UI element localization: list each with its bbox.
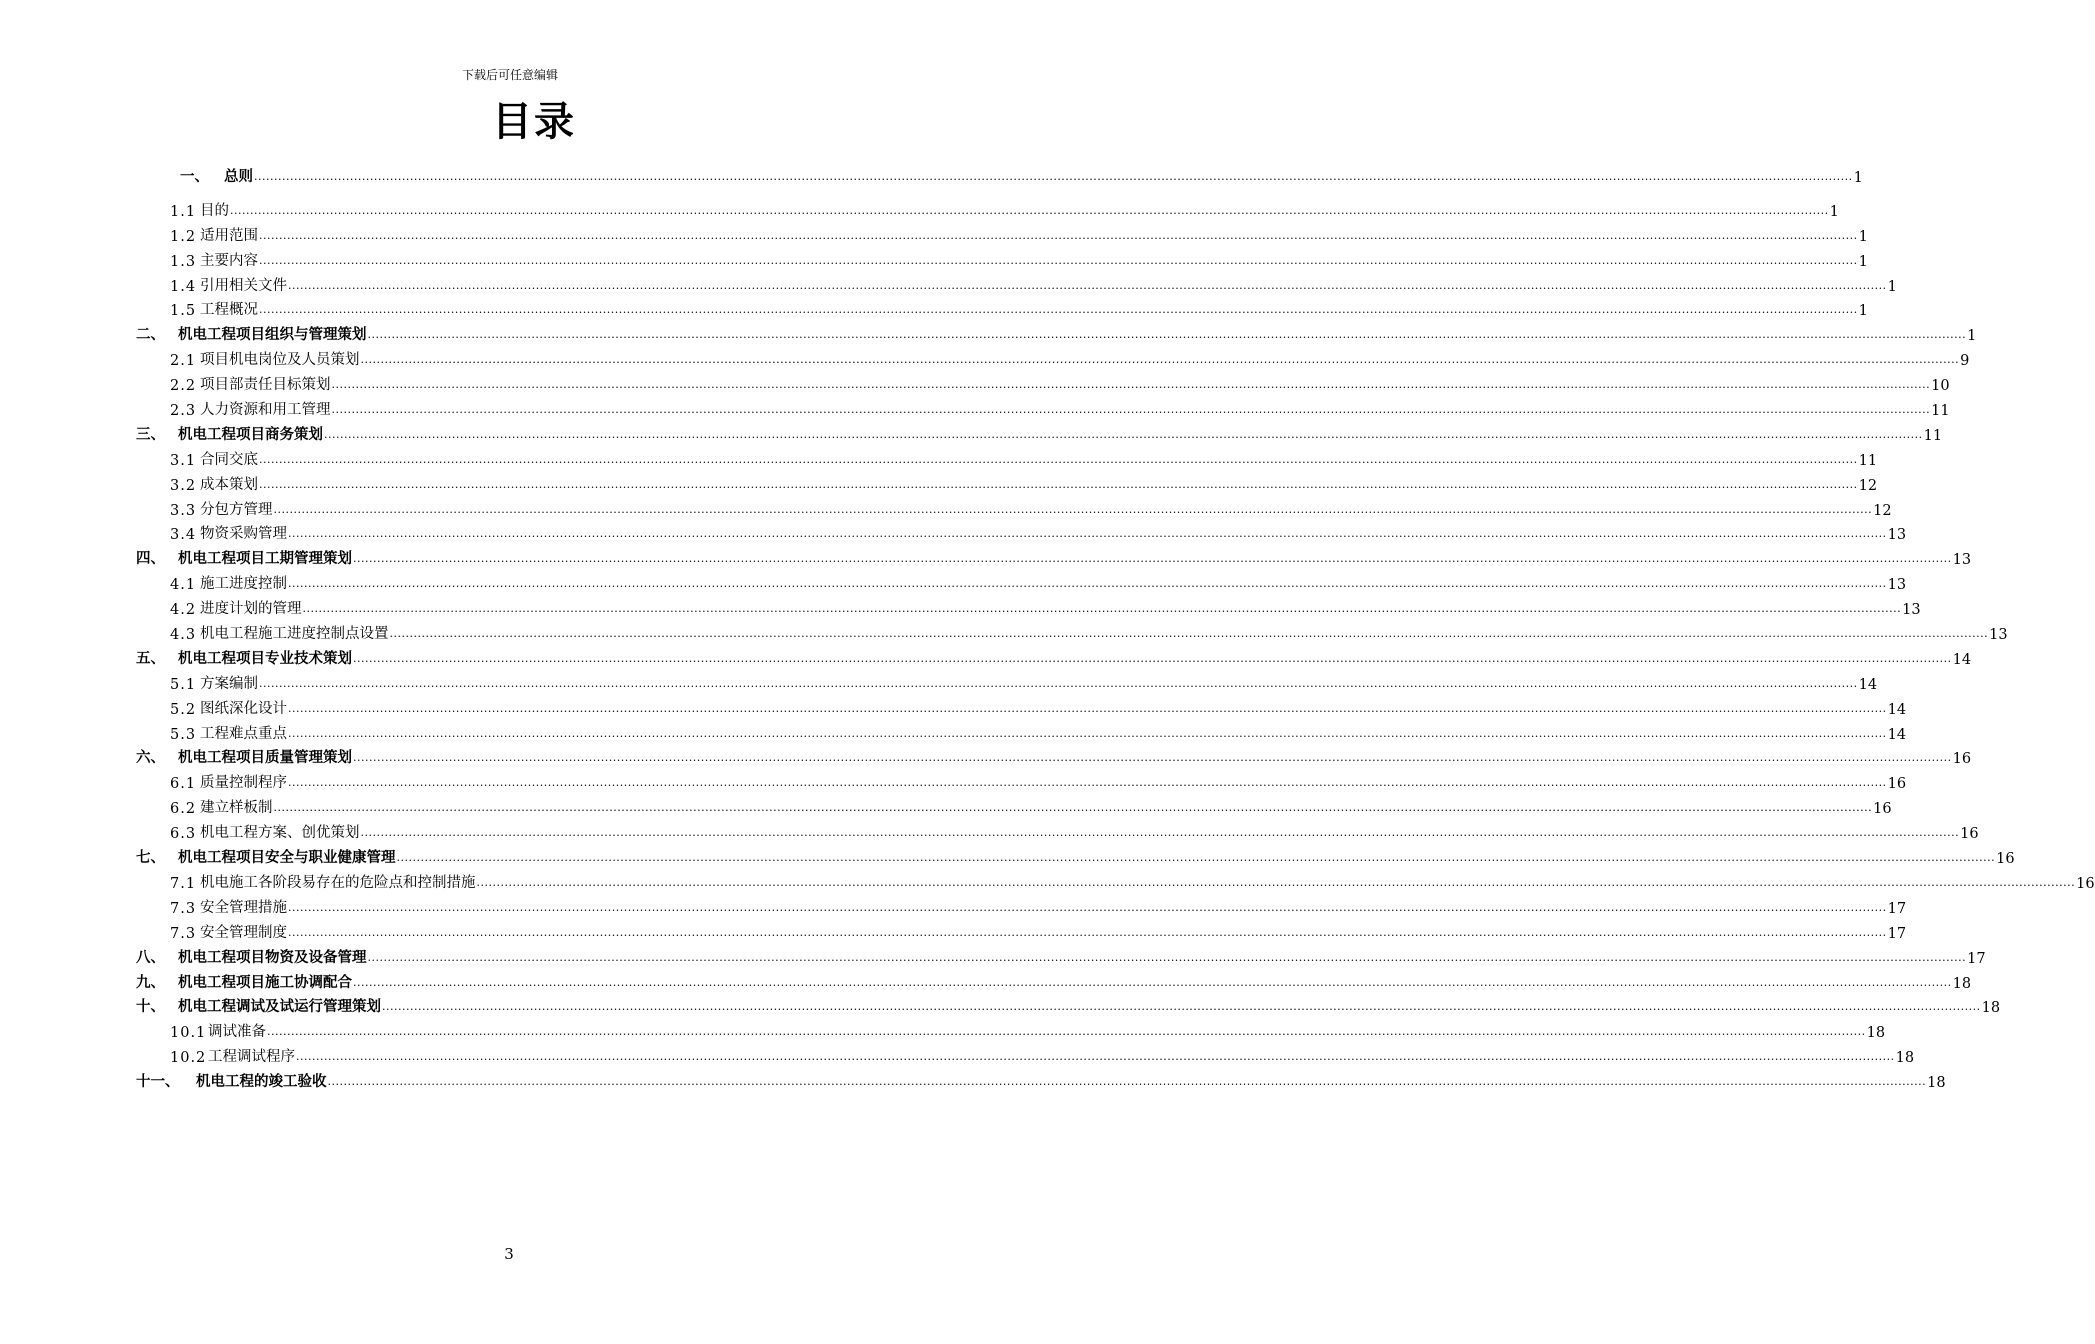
toc-dot-leader: ................................................................................................................................................................................................................................................................................................................................................................................................................ — [259, 452, 1858, 466]
toc-dot-leader: ................................................................................................................................................................................................................................................................................................................................................................................................................ — [259, 228, 1858, 242]
toc-entry[interactable] — [136, 743, 1972, 768]
toc-entry-page: 9 — [1960, 353, 1970, 370]
toc-entry-label: 机电工程项目施工协调配合 — [178, 973, 352, 991]
toc-entry-number: 5.1 — [170, 676, 197, 693]
toc-entry-number: 一、 — [180, 168, 209, 185]
toc-dot-leader: ................................................................................................................................................................................................................................................................................................................................................................................................................ — [273, 502, 1873, 516]
toc-entry-page: 17 — [1887, 900, 1907, 917]
toc-entry[interactable] — [136, 643, 1972, 668]
toc-entry[interactable] — [136, 220, 1868, 245]
toc-dot-leader: ................................................................................................................................................................................................................................................................................................................................................................................................................ — [476, 875, 2076, 889]
toc-entry-label: 引用相关文件 — [200, 277, 287, 294]
toc-entry-number: 4.2 — [170, 602, 197, 619]
toc-entry-label: 施工进度控制 — [200, 576, 287, 593]
toc-entry[interactable] — [136, 593, 1921, 619]
toc-entry-label: 机电工程项目商务策划 — [178, 425, 323, 443]
toc-entry[interactable] — [136, 419, 1943, 444]
toc-entry-number: 十、 — [136, 998, 165, 1016]
toc-entry-number: 1.1 — [170, 203, 197, 220]
toc-dot-leader: ................................................................................................................................................................................................................................................................................................................................................................................................................ — [288, 900, 1887, 914]
toc-entry-label: 主要内容 — [200, 252, 258, 269]
toc-entry-label: 工程调试程序 — [208, 1049, 295, 1066]
toc-entry-number: 七、 — [136, 849, 165, 867]
toc-entry-label: 成本策划 — [200, 476, 258, 493]
toc-entry-label: 项目机电岗位及人员策划 — [200, 352, 360, 369]
toc-entry-number: 3.2 — [170, 477, 197, 494]
toc-entry[interactable] — [136, 568, 1907, 594]
toc-entry-page: 14 — [1887, 726, 1907, 743]
toc-entry-page: 1 — [1967, 328, 1977, 345]
toc-entry-page: 13 — [1989, 627, 2008, 644]
toc-entry[interactable] — [136, 792, 1892, 818]
toc-entry-page: 1 — [1858, 253, 1868, 270]
toc-dot-leader: ................................................................................................................................................................................................................................................................................................................................................................................................................ — [288, 726, 1887, 740]
toc-entry[interactable] — [136, 344, 1970, 370]
toc-entry-label: 机电工程的竣工验收 — [196, 1073, 327, 1091]
toc-entry-number: 3.3 — [170, 502, 197, 519]
toc-entry-page: 18 — [1981, 1000, 2001, 1017]
toc-dot-leader: ................................................................................................................................................................................................................................................................................................................................................................................................................ — [324, 427, 1923, 441]
toc-entry-number: 1.3 — [170, 253, 197, 270]
toc-entry-label: 适用范围 — [200, 227, 258, 244]
toc-entry-number: 10.2 — [170, 1050, 207, 1067]
toc-dot-leader: ................................................................................................................................................................................................................................................................................................................................................................................................................ — [331, 403, 1931, 417]
toc-dot-leader: ................................................................................................................................................................................................................................................................................................................................................................................................................ — [254, 170, 1853, 183]
toc-dot-leader: ................................................................................................................................................................................................................................................................................................................................................................................................................ — [288, 527, 1887, 541]
toc-entry-page: 1 — [1887, 278, 1897, 295]
toc-entry[interactable] — [136, 195, 1839, 220]
toc-entry-label: 进度计划的管理 — [200, 601, 302, 618]
toc-entry[interactable] — [136, 394, 1950, 420]
toc-entry[interactable] — [136, 494, 1892, 519]
toc-dot-leader: ................................................................................................................................................................................................................................................................................................................................................................................................................ — [288, 278, 1887, 292]
toc-entry-page: 10 — [1931, 378, 1950, 395]
toc-entry-number: 九、 — [136, 973, 165, 991]
toc-dot-leader: ................................................................................................................................................................................................................................................................................................................................................................................................................ — [360, 353, 1960, 367]
toc-entry-number: 4.1 — [170, 577, 197, 594]
toc-dot-leader: ................................................................................................................................................................................................................................................................................................................................................................................................................ — [353, 975, 1952, 989]
toc-entry-page: 13 — [1887, 527, 1907, 544]
toc-entry-page: 11 — [1923, 427, 1943, 444]
toc-dot-leader: ................................................................................................................................................................................................................................................................................................................................................................................................................ — [230, 203, 1829, 217]
toc-entry[interactable] — [136, 369, 1950, 395]
toc-entry-page: 12 — [1858, 477, 1878, 494]
toc-entry[interactable] — [136, 867, 2095, 892]
toc-entry-page: 16 — [1952, 751, 1972, 768]
toc-entry-number: 六、 — [136, 749, 165, 767]
header-note: 下载后可任意编辑 — [461, 68, 558, 82]
toc-entry-label: 调试准备 — [208, 1024, 266, 1041]
table-of-contents — [136, 160, 2095, 1092]
toc-entry[interactable] — [136, 917, 1907, 942]
toc-dot-leader: ................................................................................................................................................................................................................................................................................................................................................................................................................ — [367, 950, 1967, 964]
toc-entry[interactable] — [136, 270, 1897, 295]
toc-entry-page: 1 — [1853, 170, 1863, 186]
toc-entry-page: 16 — [1960, 826, 1979, 843]
toc-entry-label: 物资采购管理 — [200, 526, 287, 543]
toc-dot-leader: ................................................................................................................................................................................................................................................................................................................................................................................................................ — [267, 1025, 1866, 1039]
toc-dot-leader: ................................................................................................................................................................................................................................................................................................................................................................................................................ — [288, 776, 1887, 790]
toc-entry-page: 16 — [1873, 801, 1892, 818]
toc-title: 目录 — [492, 98, 576, 145]
toc-entry-number: 7.3 — [170, 900, 197, 917]
toc-dot-leader: ................................................................................................................................................................................................................................................................................................................................................................................................................ — [288, 701, 1887, 715]
toc-entry-number: 3.1 — [170, 452, 197, 469]
toc-entry-number: 10.1 — [170, 1025, 207, 1042]
toc-entry[interactable] — [136, 842, 2015, 868]
toc-entry-label: 机电工程调试及试运行管理策划 — [178, 998, 381, 1016]
toc-entry[interactable] — [136, 543, 1972, 569]
toc-entry[interactable] — [136, 817, 1979, 843]
toc-dot-leader: ................................................................................................................................................................................................................................................................................................................................................................................................................ — [259, 253, 1858, 267]
toc-entry[interactable] — [136, 1041, 1915, 1067]
toc-entry-page: 18 — [1895, 1050, 1915, 1067]
toc-entry-label: 目的 — [200, 202, 229, 219]
toc-entry-label: 安全管理制度 — [200, 924, 287, 941]
toc-entry-page: 13 — [1902, 602, 1921, 619]
toc-entry-label: 人力资源和用工管理 — [200, 402, 331, 419]
toc-entry-label: 质量控制程序 — [200, 775, 287, 792]
toc-dot-leader: ................................................................................................................................................................................................................................................................................................................................................................................................................ — [327, 1075, 1927, 1089]
toc-entry-label: 图纸深化设计 — [200, 700, 287, 717]
toc-dot-leader: ................................................................................................................................................................................................................................................................................................................................................................................................................ — [360, 826, 1960, 840]
toc-entry-label: 工程难点重点 — [200, 725, 287, 742]
toc-entry-number: 十一、 — [136, 1073, 180, 1091]
toc-entry[interactable] — [136, 1016, 1886, 1042]
toc-dot-leader: ................................................................................................................................................................................................................................................................................................................................................................................................................ — [367, 328, 1967, 342]
toc-entry-number: 3.4 — [170, 527, 197, 544]
toc-entry-number: 6.3 — [170, 826, 197, 843]
toc-entry-page: 16 — [1996, 851, 2015, 868]
toc-entry[interactable] — [136, 444, 1878, 469]
toc-entry-label: 建立样板制 — [200, 800, 273, 817]
toc-dot-leader: ................................................................................................................................................................................................................................................................................................................................................................................................................ — [396, 851, 1996, 865]
toc-entry-page: 12 — [1873, 502, 1892, 519]
toc-entry-page: 11 — [1931, 403, 1950, 420]
toc-entry-label: 项目部责任目标策划 — [200, 377, 331, 394]
toc-entry-page: 16 — [1887, 776, 1907, 793]
toc-entry-label: 机电工程项目专业技术策划 — [178, 649, 352, 667]
toc-entry-number: 2.2 — [170, 378, 197, 395]
toc-entry[interactable] — [136, 693, 1907, 718]
toc-dot-leader: ................................................................................................................................................................................................................................................................................................................................................................................................................ — [353, 651, 1952, 665]
toc-entry-label: 安全管理措施 — [200, 899, 287, 916]
toc-entry-page: 18 — [1866, 1025, 1886, 1042]
toc-entry-number: 二、 — [136, 326, 165, 344]
toc-entry[interactable] — [136, 718, 1907, 743]
toc-dot-leader: ................................................................................................................................................................................................................................................................................................................................................................................................................ — [353, 552, 1952, 566]
toc-entry-page: 18 — [1952, 975, 1972, 992]
toc-entry-label: 工程概况 — [200, 302, 258, 319]
toc-entry[interactable] — [136, 668, 1878, 693]
toc-entry-page: 14 — [1952, 651, 1972, 668]
toc-entry-page: 13 — [1887, 577, 1907, 594]
toc-entry-page: 14 — [1887, 701, 1907, 718]
toc-entry-number: 7.1 — [170, 875, 197, 892]
toc-entry-number: 1.2 — [170, 228, 197, 245]
toc-entry-page: 1 — [1829, 203, 1839, 220]
toc-entry-label: 分包方管理 — [200, 501, 273, 518]
toc-entry[interactable] — [136, 469, 1878, 494]
toc-entry-label: 机电工程项目质量管理策划 — [178, 749, 352, 767]
toc-entry-page: 1 — [1858, 303, 1868, 320]
toc-entry-label: 机电工程项目安全与职业健康管理 — [178, 849, 396, 867]
toc-entry-page: 11 — [1858, 452, 1878, 469]
toc-entry[interactable] — [136, 942, 1986, 967]
toc-entry[interactable] — [136, 295, 1868, 320]
toc-dot-leader: ................................................................................................................................................................................................................................................................................................................................................................................................................ — [259, 477, 1858, 491]
toc-entry-number: 5.3 — [170, 726, 197, 743]
toc-entry-page: 13 — [1952, 552, 1972, 569]
toc-entry[interactable] — [136, 967, 1972, 992]
toc-dot-leader: ................................................................................................................................................................................................................................................................................................................................................................................................................ — [288, 577, 1887, 591]
toc-entry[interactable] — [136, 618, 2008, 644]
toc-dot-leader: ................................................................................................................................................................................................................................................................................................................................................................................................................ — [259, 303, 1858, 317]
toc-dot-leader: ................................................................................................................................................................................................................................................................................................................................................................................................................ — [382, 1000, 1981, 1014]
toc-entry-page: 18 — [1927, 1075, 1946, 1092]
toc-entry-number: 1.4 — [170, 278, 197, 295]
toc-entry-label: 机电工程施工进度控制点设置 — [200, 626, 389, 643]
toc-entry[interactable] — [136, 319, 1977, 345]
toc-dot-leader: ................................................................................................................................................................................................................................................................................................................................................................................................................ — [259, 676, 1858, 690]
toc-entry-page: 14 — [1858, 676, 1878, 693]
toc-entry-number: 4.3 — [170, 627, 197, 644]
toc-entry-number: 五、 — [136, 649, 165, 667]
toc-entry[interactable] — [136, 992, 2001, 1017]
toc-entry-number: 2.3 — [170, 403, 197, 420]
toc-entry[interactable] — [136, 767, 1907, 793]
toc-entry-number: 2.1 — [170, 353, 197, 370]
toc-entry-page: 1 — [1858, 228, 1868, 245]
toc-entry-label: 机电工程方案、创优策划 — [200, 825, 360, 842]
toc-entry-number: 八、 — [136, 948, 165, 966]
toc-entry-page: 16 — [2076, 875, 2095, 892]
toc-entry-label: 机电工程项目物资及设备管理 — [178, 948, 367, 966]
toc-dot-leader: ................................................................................................................................................................................................................................................................................................................................................................................................................ — [331, 378, 1931, 392]
toc-entry[interactable] — [136, 245, 1868, 270]
toc-entry-number: 四、 — [136, 550, 165, 568]
toc-entry-page: 17 — [1967, 950, 1986, 967]
toc-entry-label: 机电工程项目工期管理策划 — [178, 550, 352, 568]
toc-dot-leader: ................................................................................................................................................................................................................................................................................................................................................................................................................ — [389, 627, 1989, 641]
toc-entry-page: 17 — [1887, 925, 1907, 942]
toc-entry[interactable] — [136, 160, 1863, 186]
toc-entry-number: 5.2 — [170, 701, 197, 718]
toc-entry-number: 1.5 — [170, 303, 197, 320]
toc-dot-leader: ................................................................................................................................................................................................................................................................................................................................................................................................................ — [302, 602, 1902, 616]
page-number: 3 — [504, 1245, 514, 1263]
toc-dot-leader: ................................................................................................................................................................................................................................................................................................................................................................................................................ — [288, 925, 1887, 939]
toc-entry-label: 机电施工各阶段易存在的危险点和控制措施 — [200, 874, 476, 891]
toc-entry-number: 6.1 — [170, 776, 197, 793]
toc-entry[interactable] — [136, 1066, 1946, 1092]
toc-entry-label: 合同交底 — [200, 451, 258, 468]
toc-entry-label: 方案编制 — [200, 675, 258, 692]
toc-entry-label: 总则 — [224, 168, 253, 185]
toc-entry[interactable] — [136, 519, 1907, 544]
toc-entry-label: 机电工程项目组织与管理策划 — [178, 326, 367, 344]
toc-entry-number: 三、 — [136, 425, 165, 443]
toc-entry-number: 6.2 — [170, 801, 197, 818]
toc-dot-leader: ................................................................................................................................................................................................................................................................................................................................................................................................................ — [353, 751, 1952, 765]
toc-entry[interactable] — [136, 892, 1907, 917]
toc-entry-number: 7.3 — [170, 925, 197, 942]
toc-dot-leader: ................................................................................................................................................................................................................................................................................................................................................................................................................ — [273, 801, 1873, 815]
toc-dot-leader: ................................................................................................................................................................................................................................................................................................................................................................................................................ — [296, 1050, 1895, 1064]
